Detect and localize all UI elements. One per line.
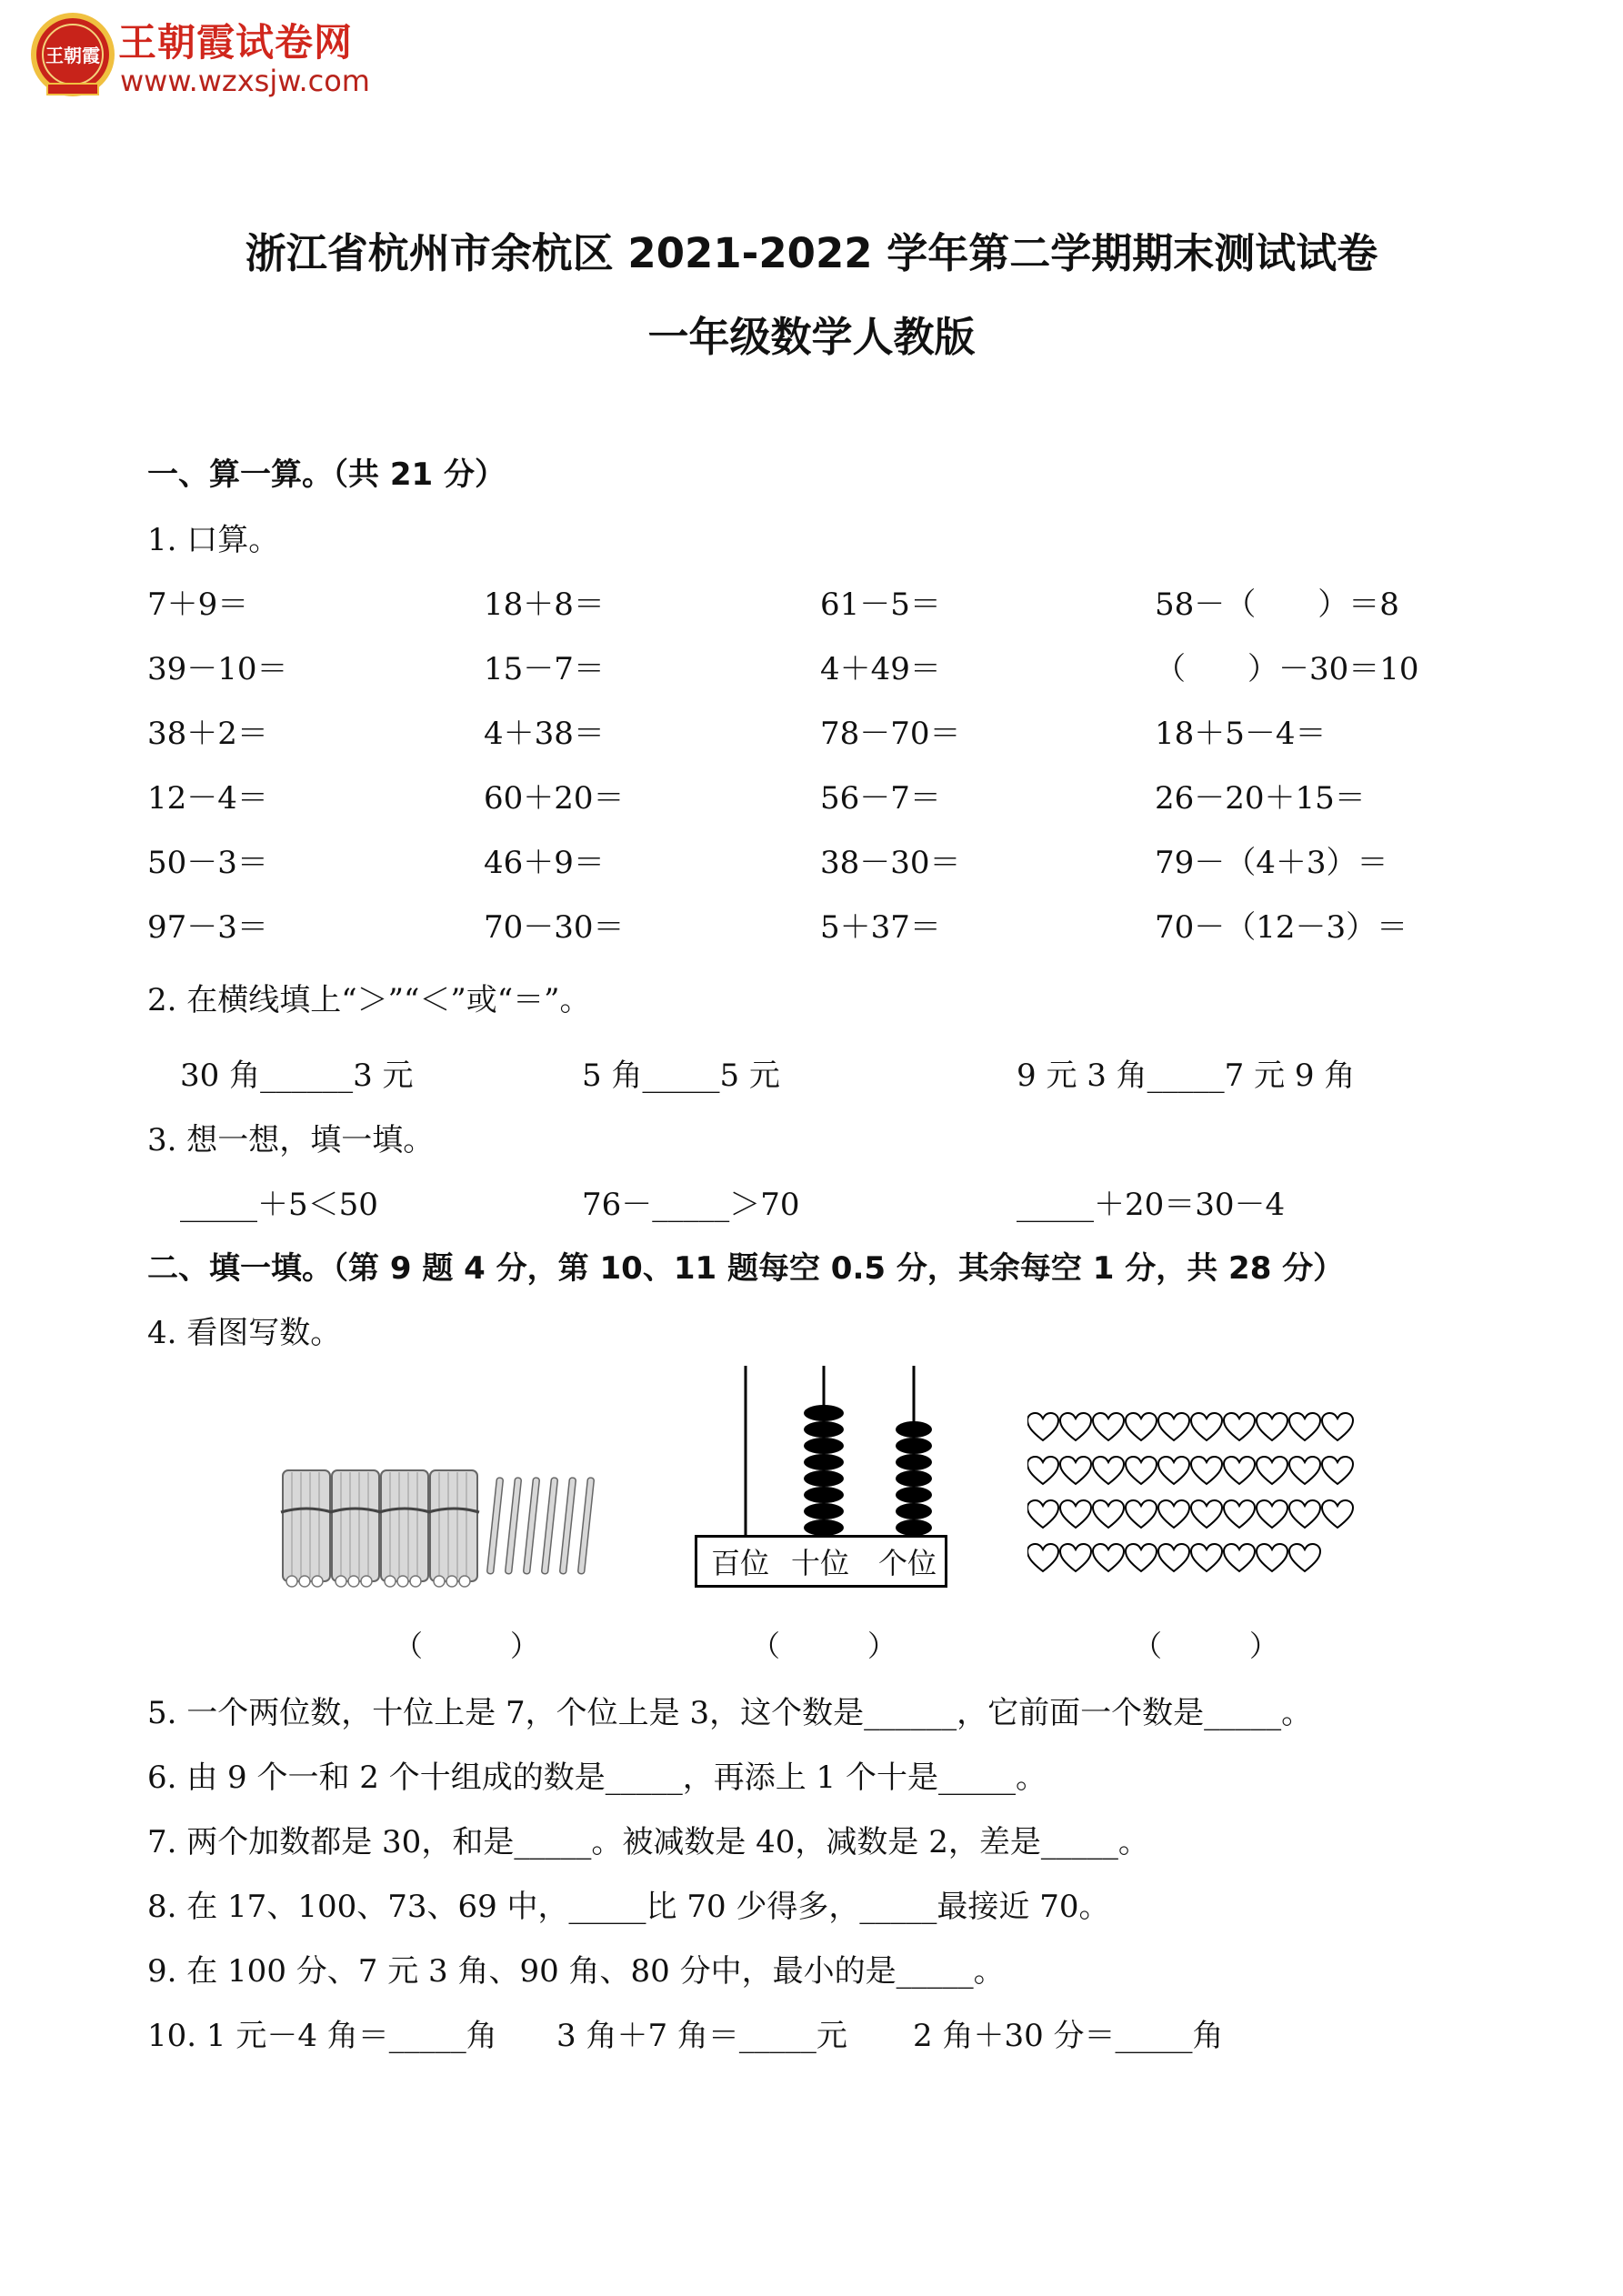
abacus-label-hundreds: 百位 <box>711 1546 770 1580</box>
calc-cell: 60＋20＝ <box>484 780 625 817</box>
calc-cell: 18＋5－4＝ <box>1155 716 1327 752</box>
svg-text:王朝霞: 王朝霞 <box>45 45 100 66</box>
calc-cell: 4＋38＝ <box>484 716 605 752</box>
calc-cell: 61－5＝ <box>820 587 941 623</box>
section1-heading: 一、算一算。（共 21 分） <box>147 456 506 493</box>
brand-name: 王朝霞试卷网 <box>118 20 354 65</box>
calc-cell: 4＋49＝ <box>820 651 941 687</box>
calc-cell: 46＋9＝ <box>484 845 605 881</box>
answer-blank-abacus: （ ） <box>751 1629 897 1663</box>
brand-url[interactable]: www.wzxsjw.com <box>120 64 370 98</box>
q3-item: _____＋20＝30－4 <box>1017 1187 1286 1223</box>
answer-blank-sticks: （ ） <box>394 1629 540 1663</box>
calc-cell: 15－7＝ <box>484 651 605 687</box>
calc-cell: 18＋8＝ <box>484 587 605 623</box>
abacus-label-ones: 个位 <box>878 1546 937 1580</box>
q8: 8. 在 17、100、73、69 中，_____比 70 少得多，_____最接近 70。 <box>147 1889 1110 1925</box>
page-subtitle: 一年级数学人教版 <box>647 313 976 361</box>
abacus-label-tens: 十位 <box>791 1546 850 1580</box>
calc-cell: （ ）－30＝10 <box>1155 651 1419 687</box>
q2-item: 5 角_____5 元 <box>582 1058 780 1094</box>
calc-cell: 58－（ ）＝8 <box>1155 587 1399 623</box>
calc-cell: 7＋9＝ <box>147 587 249 623</box>
ones-beads <box>896 1421 932 1536</box>
calc-cell: 79－（4＋3）＝ <box>1155 845 1388 881</box>
q3-title: 3. 想一想，填一填。 <box>147 1122 435 1158</box>
q3-item: 76－_____＞70 <box>582 1187 800 1223</box>
q4-title: 4. 看图写数。 <box>147 1315 342 1351</box>
brand-logo <box>27 9 118 100</box>
calc-cell: 50－3＝ <box>147 845 268 881</box>
q6: 6. 由 9 个一和 2 个十组成的数是_____，再添上 1 个十是_____。 <box>147 1760 1047 1796</box>
q1-title: 1. 口算。 <box>147 522 280 558</box>
calc-cell: 70－30＝ <box>484 909 625 946</box>
q5: 5. 一个两位数，十位上是 7，个位上是 3，这个数是______，它前面一个数是_____。 <box>147 1695 1313 1731</box>
calc-cell: 70－（12－3）＝ <box>1155 909 1408 946</box>
calc-cell: 12－4＝ <box>147 780 268 817</box>
q7: 7. 两个加数都是 30，和是_____。被减数是 40，减数是 2，差是_____。 <box>147 1824 1149 1860</box>
q2-item: 30 角______3 元 <box>180 1058 414 1094</box>
tens-beads <box>804 1405 844 1536</box>
calc-cell: 56－7＝ <box>820 780 941 817</box>
q2-item: 9 元 3 角_____7 元 9 角 <box>1017 1058 1356 1094</box>
q10-item: 2 角＋30 分＝_____角 <box>913 2018 1224 2054</box>
q9: 9. 在 100 分、7 元 3 角、90 角、80 分中，最小的是_____。 <box>147 1953 1005 1990</box>
answer-blank-hearts: （ ） <box>1133 1629 1279 1663</box>
q10-item: 10. 1 元－4 角＝_____角 <box>147 2018 497 2054</box>
sticks-illustration <box>277 1459 614 1591</box>
calc-cell: 39－10＝ <box>147 651 288 687</box>
page-title: 浙江省杭州市余杭区 2021-2022 学年第二学期期末测试试卷 <box>245 229 1378 277</box>
calc-cell: 97－3＝ <box>147 909 268 946</box>
calc-cell: 38－30＝ <box>820 845 961 881</box>
hearts-illustration <box>1027 1409 1364 1591</box>
single-sticks <box>486 1478 594 1574</box>
calc-cell: 5＋37＝ <box>820 909 941 946</box>
calc-cell: 78－70＝ <box>820 716 961 752</box>
q3-item: _____＋5＜50 <box>180 1187 378 1223</box>
section2-heading: 二、填一填。（第 9 题 4 分，第 10、11 题每空 0.5 分，其余每空 1 分，共 28 分） <box>147 1250 1345 1287</box>
q10-item: 3 角＋7 角＝_____元 <box>556 2018 847 2054</box>
calc-cell: 26－20＋15＝ <box>1155 780 1366 817</box>
q2-title: 2. 在横线填上“＞”“＜”或“＝”。 <box>147 982 591 1018</box>
calc-cell: 38＋2＝ <box>147 716 268 752</box>
